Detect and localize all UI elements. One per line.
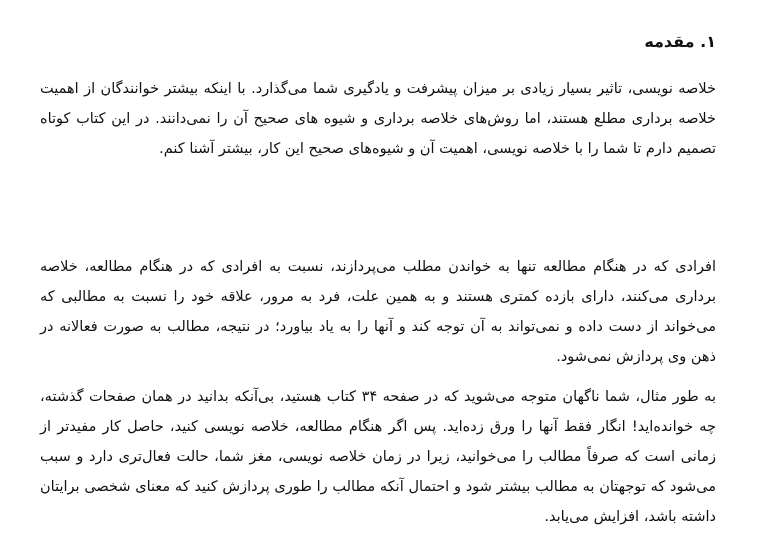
paragraph-reading: افرادی که در هنگام مطالعه تنها به خواندن مطلب می‌پردازند، نسبت به افرادی که در هنگام مطالعه، خلاصه برداری می‌کنند، دارای بازده کمتری هستند و به همین علت، فرد به مرور، علاقه خود را نسبت به مطالبی که می‌خواند از دست داده و نمی‌تواند به آن توجه کند و آنها را به یاد بیاورد؛ در نتیجه، مطالب به صورت فعالانه در ذهن وی پردازش نمی‌شود.	[40, 259, 716, 365]
document-page	[40, 0, 716, 560]
paragraph-example: به طور مثال، شما ناگهان متوجه می‌شوید که در صفحه ۳۴ کتاب هستید، بی‌آنکه بدانید در همان صفحات گذشته، چه خوانده‌اید! انگار فقط آنها را ورق زده‌اید. پس اگر هنگام مطالعه، خلاصه نویسی کنید، حاصل کار مفیدتر از زمانی است که صرفاً مطالب را می‌خوانید، زیرا در زمان خلاصه نویسی، مغز شما، حالت فعال‌تری دارد و سبب می‌شود که توجهتان به مطالب بیشتر شود و احتمال آنکه مطالب را طوری پردازش کنید که معنای شخصی برایتان داشته باشد، افزایش می‌یابد.	[40, 389, 716, 525]
section-heading: ۱. مقدمه	[644, 32, 716, 51]
paragraph-intro: خلاصه نویسی، تاثیر بسیار زیادی بر میزان پیشرفت و یادگیری شما می‌گذارد. با اینکه بیشتر خوانندگان از اهمیت خلاصه برداری مطلع هستند، اما روش‌های خلاصه برداری و شیوه های صحیح آن را نمی‌دانند. در این کتاب کوتاه تصمیم دارم تا شما را با خلاصه نویسی، اهمیت آن و شیوه‌های صحیح این کار، بیشتر آشنا کنم.	[40, 81, 716, 157]
